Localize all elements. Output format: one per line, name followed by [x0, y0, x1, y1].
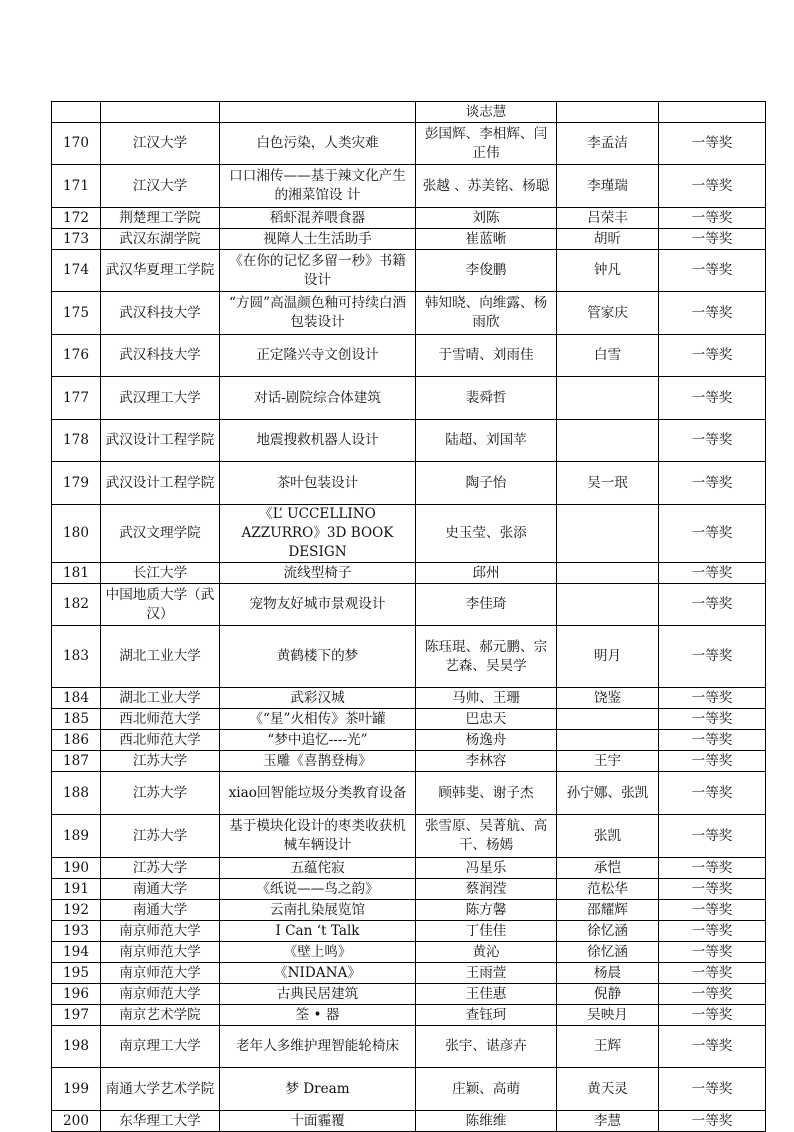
table-row — [52, 942, 766, 963]
work-title: 视障人士生活助手 — [220, 229, 416, 250]
work-title: 流线型椅子 — [220, 563, 416, 584]
authors: 陈方馨 — [416, 900, 557, 921]
table-row — [52, 102, 766, 123]
school-name: 武汉科技大学 — [101, 335, 220, 377]
row-number: 186 — [52, 730, 101, 751]
authors: 韩知晓、向维露、杨雨欣 — [416, 292, 557, 335]
authors: 庄颖、高萌 — [416, 1068, 557, 1111]
advisor: 徐忆涵 — [557, 942, 659, 963]
school-name: 武汉文理学院 — [101, 505, 220, 563]
advisor — [557, 584, 659, 626]
award-level: 一等奖 — [659, 123, 766, 165]
work-title: 稻虾混养喂食器 — [220, 208, 416, 229]
school-name: 南京理工大学 — [101, 1026, 220, 1068]
row-number: 185 — [52, 709, 101, 730]
work-title: I Can ‘t Talk — [220, 921, 416, 942]
award-level: 一等奖 — [659, 730, 766, 751]
row-number: 194 — [52, 942, 101, 963]
row-number: 188 — [52, 772, 101, 815]
row-number: 195 — [52, 963, 101, 984]
work-title: 《纸说——鸟之韵》 — [220, 879, 416, 900]
awards-table-body — [52, 102, 766, 1132]
advisor: 李孟洁 — [557, 123, 659, 165]
table-row — [52, 858, 766, 879]
award-level: 一等奖 — [659, 584, 766, 626]
row-number: 192 — [52, 900, 101, 921]
advisor: 徐忆涵 — [557, 921, 659, 942]
row-number: 184 — [52, 688, 101, 709]
work-title: 黄鹤楼下的梦 — [220, 626, 416, 688]
advisor: 李慧 — [557, 1111, 659, 1132]
table-row — [52, 626, 766, 688]
school-name: 武汉设计工程学院 — [101, 420, 220, 462]
award-level: 一等奖 — [659, 1005, 766, 1026]
school-name: 荆楚理工学院 — [101, 208, 220, 229]
authors: 张宇、谌彦卉 — [416, 1026, 557, 1068]
advisor: 白雪 — [557, 335, 659, 377]
authors: 谈志慧 — [416, 102, 557, 123]
table-row — [52, 563, 766, 584]
work-title: “梦中追忆----光” — [220, 730, 416, 751]
work-title — [220, 102, 416, 123]
work-title: 《壁上鸣》 — [220, 942, 416, 963]
row-number: 177 — [52, 377, 101, 420]
table-row — [52, 505, 766, 563]
award-level: 一等奖 — [659, 688, 766, 709]
authors: 刘陈 — [416, 208, 557, 229]
authors: 巴忠天 — [416, 709, 557, 730]
authors: 史玉莹、张添 — [416, 505, 557, 563]
school-name: 江苏大学 — [101, 751, 220, 772]
row-number: 196 — [52, 984, 101, 1005]
row-number: 197 — [52, 1005, 101, 1026]
authors: 张雪原、吴菁航、高干、杨嫣 — [416, 815, 557, 858]
award-level: 一等奖 — [659, 377, 766, 420]
school-name: 湖北工业大学 — [101, 688, 220, 709]
advisor: 杨晨 — [557, 963, 659, 984]
advisor: 黄天灵 — [557, 1068, 659, 1111]
school-name: 南通大学 — [101, 900, 220, 921]
table-row — [52, 1005, 766, 1026]
table-row — [52, 709, 766, 730]
advisor: 王辉 — [557, 1026, 659, 1068]
table-row — [52, 584, 766, 626]
school-name: 武汉设计工程学院 — [101, 462, 220, 505]
table-row — [52, 984, 766, 1005]
table-row — [52, 1026, 766, 1068]
row-number: 200 — [52, 1111, 101, 1132]
work-title: 茶叶包装设计 — [220, 462, 416, 505]
authors: 王佳惠 — [416, 984, 557, 1005]
advisor: 王宇 — [557, 751, 659, 772]
authors: 陈维维 — [416, 1111, 557, 1132]
award-level: 一等奖 — [659, 505, 766, 563]
award-level: 一等奖 — [659, 815, 766, 858]
work-title: 云南扎染展览馆 — [220, 900, 416, 921]
row-number: 181 — [52, 563, 101, 584]
award-level: 一等奖 — [659, 921, 766, 942]
school-name: 江汉大学 — [101, 123, 220, 165]
award-level: 一等奖 — [659, 709, 766, 730]
table-row — [52, 292, 766, 335]
authors: 崔蓝晰 — [416, 229, 557, 250]
table-row — [52, 879, 766, 900]
row-number: 189 — [52, 815, 101, 858]
advisor: 钟凡 — [557, 250, 659, 292]
advisor — [557, 102, 659, 123]
work-title: 《“星”火相传》茶叶罐 — [220, 709, 416, 730]
authors: 彭国辉、李相辉、闫正伟 — [416, 123, 557, 165]
award-level: 一等奖 — [659, 984, 766, 1005]
school-name: 西北师范大学 — [101, 730, 220, 751]
authors: 裴舜哲 — [416, 377, 557, 420]
row-number: 191 — [52, 879, 101, 900]
authors: 杨逸舟 — [416, 730, 557, 751]
advisor — [557, 505, 659, 563]
authors: 李林容 — [416, 751, 557, 772]
authors: 陈珏琨、郝元鹏、宗艺森、吴昊学 — [416, 626, 557, 688]
school-name: 武汉东湖学院 — [101, 229, 220, 250]
authors: 邱州 — [416, 563, 557, 584]
school-name: 西北师范大学 — [101, 709, 220, 730]
work-title: 口口湘传——基于辣文化产生的湘菜馆设 计 — [220, 165, 416, 208]
award-level: 一等奖 — [659, 165, 766, 208]
advisor: 范松华 — [557, 879, 659, 900]
advisor — [557, 420, 659, 462]
row-number: 174 — [52, 250, 101, 292]
school-name: 南京师范大学 — [101, 984, 220, 1005]
school-name: 江苏大学 — [101, 815, 220, 858]
authors: 丁佳佳 — [416, 921, 557, 942]
authors: 于雪晴、刘雨佳 — [416, 335, 557, 377]
work-title: 十面霾覆 — [220, 1111, 416, 1132]
advisor: 吴一珉 — [557, 462, 659, 505]
row-number: 183 — [52, 626, 101, 688]
advisor: 承恺 — [557, 858, 659, 879]
work-title: 对话-剧院综合体建筑 — [220, 377, 416, 420]
work-title: 老年人多维护理智能轮椅床 — [220, 1026, 416, 1068]
table-row — [52, 377, 766, 420]
authors: 黄沁 — [416, 942, 557, 963]
row-number: 172 — [52, 208, 101, 229]
school-name: 武汉科技大学 — [101, 292, 220, 335]
work-title: “方圆”高温颜色釉可持续白酒包装设计 — [220, 292, 416, 335]
authors: 张越 、苏美铭、杨聪 — [416, 165, 557, 208]
award-level: 一等奖 — [659, 942, 766, 963]
row-number: 187 — [52, 751, 101, 772]
award-level: 一等奖 — [659, 1068, 766, 1111]
table-row — [52, 963, 766, 984]
advisor: 饶鉴 — [557, 688, 659, 709]
work-title: 古典民居建筑 — [220, 984, 416, 1005]
school-name: 东华理工大学 — [101, 1111, 220, 1132]
work-title: 筌 • 器 — [220, 1005, 416, 1026]
work-title: 五蕴侘寂 — [220, 858, 416, 879]
award-level: 一等奖 — [659, 208, 766, 229]
table-row — [52, 250, 766, 292]
row-number: 182 — [52, 584, 101, 626]
advisor: 孙宁娜、张凯 — [557, 772, 659, 815]
school-name: 南京师范大学 — [101, 963, 220, 984]
school-name: 南京师范大学 — [101, 942, 220, 963]
authors: 马帅、王珊 — [416, 688, 557, 709]
award-level: 一等奖 — [659, 229, 766, 250]
table-row — [52, 335, 766, 377]
advisor: 吴映月 — [557, 1005, 659, 1026]
row-number: 198 — [52, 1026, 101, 1068]
work-title: 地震搜救机器人设计 — [220, 420, 416, 462]
school-name: 江苏大学 — [101, 858, 220, 879]
table-row — [52, 229, 766, 250]
table-row — [52, 921, 766, 942]
row-number: 193 — [52, 921, 101, 942]
award-level: 一等奖 — [659, 626, 766, 688]
table-row — [52, 462, 766, 505]
work-title: 基于模块化设计的枣类收获机械车辆设计 — [220, 815, 416, 858]
advisor: 李瑾瑞 — [557, 165, 659, 208]
row-number: 178 — [52, 420, 101, 462]
authors: 陶子怡 — [416, 462, 557, 505]
award-level: 一等奖 — [659, 900, 766, 921]
authors: 李俊鹏 — [416, 250, 557, 292]
row-number: 179 — [52, 462, 101, 505]
work-title: 梦 Dream — [220, 1068, 416, 1111]
row-number: 170 — [52, 123, 101, 165]
row-number: 175 — [52, 292, 101, 335]
school-name: 南通大学艺术学院 — [101, 1068, 220, 1111]
table-row — [52, 1068, 766, 1111]
work-title: 武彩汉城 — [220, 688, 416, 709]
school-name — [101, 102, 220, 123]
row-number: 173 — [52, 229, 101, 250]
table-row — [52, 165, 766, 208]
work-title: 玉雕《喜鹊登梅》 — [220, 751, 416, 772]
school-name: 中国地质大学（武汉） — [101, 584, 220, 626]
work-title: 白色污染，人类灾难 — [220, 123, 416, 165]
advisor: 胡昕 — [557, 229, 659, 250]
work-title: 宠物友好城市景观设计 — [220, 584, 416, 626]
table-row — [52, 815, 766, 858]
award-level: 一等奖 — [659, 420, 766, 462]
table-row — [52, 900, 766, 921]
authors: 冯星乐 — [416, 858, 557, 879]
award-level: 一等奖 — [659, 879, 766, 900]
table-row — [52, 420, 766, 462]
table-row — [52, 751, 766, 772]
authors: 蔡润滢 — [416, 879, 557, 900]
advisor — [557, 730, 659, 751]
advisor — [557, 377, 659, 420]
table-row — [52, 730, 766, 751]
award-level: 一等奖 — [659, 250, 766, 292]
advisor: 吕荣丰 — [557, 208, 659, 229]
school-name: 南京师范大学 — [101, 921, 220, 942]
award-level: 一等奖 — [659, 335, 766, 377]
advisor: 管家庆 — [557, 292, 659, 335]
work-title: 《在你的记忆多留一秒》书籍设计 — [220, 250, 416, 292]
awards-table — [51, 101, 766, 1132]
work-title: 《L’ UCCELLINO AZZURRO》3D BOOK DESIGN — [220, 505, 416, 563]
work-title: 《NIDANA》 — [220, 963, 416, 984]
award-level: 一等奖 — [659, 1111, 766, 1132]
authors: 李佳琦 — [416, 584, 557, 626]
authors: 陆超、刘国苹 — [416, 420, 557, 462]
authors: 顾韩斐、谢子杰 — [416, 772, 557, 815]
advisor — [557, 709, 659, 730]
award-level: 一等奖 — [659, 963, 766, 984]
row-number: 199 — [52, 1068, 101, 1111]
school-name: 南通大学 — [101, 879, 220, 900]
school-name: 武汉理工大学 — [101, 377, 220, 420]
table-row — [52, 208, 766, 229]
advisor: 邵耀辉 — [557, 900, 659, 921]
award-level — [659, 102, 766, 123]
school-name: 武汉华夏理工学院 — [101, 250, 220, 292]
award-level: 一等奖 — [659, 292, 766, 335]
row-number: 180 — [52, 505, 101, 563]
advisor: 倪静 — [557, 984, 659, 1005]
award-level: 一等奖 — [659, 858, 766, 879]
school-name: 南京艺术学院 — [101, 1005, 220, 1026]
award-level: 一等奖 — [659, 772, 766, 815]
row-number: 176 — [52, 335, 101, 377]
authors: 王雨萱 — [416, 963, 557, 984]
table-row — [52, 123, 766, 165]
table-row — [52, 1111, 766, 1132]
award-level: 一等奖 — [659, 462, 766, 505]
advisor: 张凯 — [557, 815, 659, 858]
school-name: 长江大学 — [101, 563, 220, 584]
award-level: 一等奖 — [659, 751, 766, 772]
advisor — [557, 563, 659, 584]
row-number: 171 — [52, 165, 101, 208]
row-number: 190 — [52, 858, 101, 879]
table-row — [52, 772, 766, 815]
table-row — [52, 688, 766, 709]
authors: 查钰珂 — [416, 1005, 557, 1026]
school-name: 江苏大学 — [101, 772, 220, 815]
work-title: 正定隆兴寺文创设计 — [220, 335, 416, 377]
award-level: 一等奖 — [659, 563, 766, 584]
advisor: 明月 — [557, 626, 659, 688]
award-level: 一等奖 — [659, 1026, 766, 1068]
school-name: 湖北工业大学 — [101, 626, 220, 688]
work-title: xiao回智能垃圾分类教育设备 — [220, 772, 416, 815]
row-number — [52, 102, 101, 123]
school-name: 江汉大学 — [101, 165, 220, 208]
